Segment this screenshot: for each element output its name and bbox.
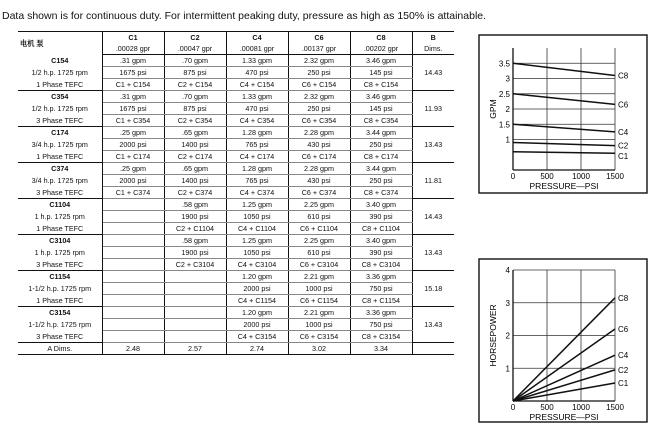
combo-cell: C6 + C1154 (288, 295, 350, 307)
combo-cell: C8 + C1154 (350, 295, 412, 307)
series-label: C8 (618, 293, 629, 303)
table-row (18, 283, 454, 295)
gpm-cell: .31 gpm (102, 91, 164, 103)
x-tick-label: 1500 (606, 172, 624, 181)
series-line-c2 (513, 143, 615, 146)
y-axis-label: HORSEPOWER (488, 304, 498, 367)
table-row (18, 235, 454, 247)
combo-cell (102, 259, 164, 271)
y-tick-label: 4 (505, 266, 510, 275)
y-tick-label: 2.5 (498, 89, 510, 99)
table-row (18, 331, 454, 343)
col-header: C8 (350, 32, 412, 44)
chart-frame (479, 259, 647, 422)
gpm-cell: .70 gpm (164, 91, 226, 103)
gpm-cell: 3.36 gpm (350, 307, 412, 319)
y-tick-label: 1 (505, 135, 510, 145)
model-motor: 3/4 h.p. 1725 rpm (18, 139, 102, 151)
psi-cell: 2000 psi (102, 139, 164, 151)
table-row (18, 223, 454, 235)
table-row (18, 259, 454, 271)
series-label: C4 (618, 127, 629, 137)
psi-cell: 750 psi (350, 283, 412, 295)
series-label: C4 (618, 351, 629, 361)
combo-cell (102, 295, 164, 307)
table-row (18, 55, 454, 67)
gpm-cell (102, 199, 164, 211)
gpm-cell: .58 gpm (164, 199, 226, 211)
combo-cell: C4 + C154 (226, 79, 288, 91)
psi-cell: 430 psi (288, 139, 350, 151)
model-phase: 1 Phase TEFC (18, 223, 102, 235)
y-tick-label: 2 (505, 105, 510, 114)
table-row (18, 295, 454, 307)
model-motor: 1 h.p. 1725 rpm (18, 247, 102, 259)
gpm-cell (102, 307, 164, 319)
series-line-c4 (513, 355, 615, 401)
duty-note: Data shown is for continuous duty. For intermittent peaking duty, pressure as high as 150% is attainable. (2, 10, 487, 22)
model-phase: 1 Phase TEFC (18, 295, 102, 307)
model-motor: 3/4 h.p. 1725 rpm (18, 175, 102, 187)
combo-cell: C8 + C154 (350, 79, 412, 91)
psi-cell: 1400 psi (164, 139, 226, 151)
gpm-cell: 2.32 gpm (288, 55, 350, 67)
combo-cell: C1 + C354 (102, 115, 164, 127)
series-line-c1 (513, 152, 615, 154)
a-dim-cell: 2.57 (164, 343, 226, 355)
table-row (18, 307, 454, 319)
combo-cell (164, 331, 226, 343)
a-dim-cell (412, 343, 454, 355)
psi-cell: 875 psi (164, 103, 226, 115)
model-motor: 1 h.p. 1725 rpm (18, 211, 102, 223)
horsepower-chart (478, 258, 648, 423)
psi-cell: 250 psi (288, 67, 350, 79)
combo-cell: C8 + C3154 (350, 331, 412, 343)
x-axis-label: PRESSURE—PSI (529, 412, 599, 422)
table-row (18, 127, 454, 139)
psi-cell: 2000 psi (102, 175, 164, 187)
b-dim-cell: 13.43 (412, 235, 454, 271)
model-model: C374 (18, 163, 102, 175)
gpm-cell: .25 gpm (102, 163, 164, 175)
gpm-cell: 1.20 gpm (226, 307, 288, 319)
x-tick-label: 0 (510, 403, 516, 412)
a-dims-label: A Dims. (18, 343, 102, 355)
gpm-cell: 2.21 gpm (288, 307, 350, 319)
psi-cell: 470 psi (226, 103, 288, 115)
psi-cell: 875 psi (164, 67, 226, 79)
col-subheader: .00028 gpr (102, 43, 164, 55)
gpm-cell: 3.44 gpm (350, 127, 412, 139)
combo-cell: C4 + C3104 (226, 259, 288, 271)
gpm-cell: 1.25 gpm (226, 235, 288, 247)
table-row (18, 247, 454, 259)
series-line-c8 (513, 63, 615, 75)
combo-cell: C8 + C3104 (350, 259, 412, 271)
model-phase: 1 Phase TEFC (18, 151, 102, 163)
psi-cell (102, 319, 164, 331)
psi-cell: 1900 psi (164, 211, 226, 223)
combo-cell: C8 + C374 (350, 187, 412, 199)
combo-cell: C4 + C174 (226, 151, 288, 163)
col-subheader: .00047 gpr (164, 43, 226, 55)
psi-cell: 250 psi (350, 175, 412, 187)
psi-cell: 2000 psi (226, 283, 288, 295)
gpm-cell: 1.33 gpm (226, 55, 288, 67)
gpm-cell: .65 gpm (164, 127, 226, 139)
table-row (18, 139, 454, 151)
y-tick-label: 3 (505, 74, 510, 84)
y-tick-label: 3 (505, 298, 510, 308)
combo-cell: C4 + C1154 (226, 295, 288, 307)
combo-cell: C2 + C374 (164, 187, 226, 199)
combo-cell: C2 + C154 (164, 79, 226, 91)
x-tick-label: 500 (540, 172, 554, 181)
combo-cell: C8 + C1104 (350, 223, 412, 235)
psi-cell: 765 psi (226, 139, 288, 151)
gpm-cell (102, 271, 164, 283)
table-row (18, 115, 454, 127)
x-tick-label: 1000 (572, 403, 590, 412)
b-dim-cell: 11.81 (412, 163, 454, 199)
model-motor: 1-1/2 h.p. 1725 rpm (18, 283, 102, 295)
psi-cell: 2000 psi (226, 319, 288, 331)
x-tick-label: 500 (540, 403, 554, 412)
x-tick-label: 1000 (572, 172, 590, 181)
col-header: C4 (226, 32, 288, 44)
gpm-cell: .65 gpm (164, 163, 226, 175)
col-subheader: .00081 gpr (226, 43, 288, 55)
model-motor: 1-1/2 h.p. 1725 rpm (18, 319, 102, 331)
gpm-cell: 3.44 gpm (350, 163, 412, 175)
model-motor: 1/2 h.p. 1725 rpm (18, 67, 102, 79)
gpm-cell: 3.36 gpm (350, 271, 412, 283)
psi-cell (164, 283, 226, 295)
psi-cell (102, 247, 164, 259)
col-subheader: .00202 gpr (350, 43, 412, 55)
gpm-cell (102, 235, 164, 247)
gpm-chart (478, 34, 648, 194)
psi-cell: 250 psi (288, 103, 350, 115)
col-header: C6 (288, 32, 350, 44)
combo-cell: C6 + C154 (288, 79, 350, 91)
series-label: C1 (618, 378, 629, 388)
combo-cell (102, 331, 164, 343)
model-phase: 3 Phase TEFC (18, 187, 102, 199)
combo-cell: C2 + C354 (164, 115, 226, 127)
psi-cell: 470 psi (226, 67, 288, 79)
gpm-cell: .25 gpm (102, 127, 164, 139)
psi-cell: 765 psi (226, 175, 288, 187)
b-dim-cell: 13.43 (412, 127, 454, 163)
b-dim-cell: 11.93 (412, 91, 454, 127)
series-line-c4 (513, 124, 615, 132)
col-subheader: Dims. (412, 43, 454, 55)
psi-cell: 1400 psi (164, 175, 226, 187)
combo-cell: C4 + C354 (226, 115, 288, 127)
combo-cell: C2 + C174 (164, 151, 226, 163)
a-dim-cell: 3.02 (288, 343, 350, 355)
combo-cell: C2 + C1104 (164, 223, 226, 235)
gpm-cell: 1.28 gpm (226, 163, 288, 175)
series-label: C1 (618, 152, 629, 162)
b-dim-cell: 13.43 (412, 307, 454, 343)
combo-cell: C8 + C174 (350, 151, 412, 163)
psi-cell: 610 psi (288, 247, 350, 259)
gpm-cell: 2.32 gpm (288, 91, 350, 103)
psi-cell: 750 psi (350, 319, 412, 331)
combo-cell: C6 + C174 (288, 151, 350, 163)
x-tick-label: 0 (510, 172, 516, 181)
combo-cell (102, 223, 164, 235)
model-phase: 3 Phase TEFC (18, 331, 102, 343)
col-header: B (412, 32, 454, 44)
psi-cell: 390 psi (350, 247, 412, 259)
corner-label: 电机 泵 (18, 32, 102, 55)
combo-cell: C4 + C3154 (226, 331, 288, 343)
combo-cell: C6 + C3154 (288, 331, 350, 343)
col-header: C1 (102, 32, 164, 44)
psi-cell: 1050 psi (226, 247, 288, 259)
gpm-cell (164, 307, 226, 319)
gpm-cell: 3.40 gpm (350, 199, 412, 211)
combo-cell: C2 + C3104 (164, 259, 226, 271)
gpm-cell: .31 gpm (102, 55, 164, 67)
model-phase: 3 Phase TEFC (18, 115, 102, 127)
b-dim-cell: 15.18 (412, 271, 454, 307)
a-dim-cell: 2.74 (226, 343, 288, 355)
psi-cell: 610 psi (288, 211, 350, 223)
y-tick-label: 3.5 (498, 59, 510, 69)
combo-cell: C4 + C1104 (226, 223, 288, 235)
psi-cell (164, 319, 226, 331)
combo-cell (164, 295, 226, 307)
table-row (18, 211, 454, 223)
gpm-cell: 3.40 gpm (350, 235, 412, 247)
psi-cell: 1000 psi (288, 283, 350, 295)
psi-cell (102, 211, 164, 223)
combo-cell: C1 + C174 (102, 151, 164, 163)
gpm-cell: 1.33 gpm (226, 91, 288, 103)
col-subheader: .00137 gpr (288, 43, 350, 55)
series-line-c6 (513, 94, 615, 105)
y-tick-label: 1 (505, 364, 510, 374)
model-model: C3154 (18, 307, 102, 319)
gpm-cell (164, 271, 226, 283)
model-model: C1104 (18, 199, 102, 211)
gpm-cell: 3.46 gpm (350, 91, 412, 103)
combo-cell: C6 + C1104 (288, 223, 350, 235)
table-row (18, 271, 454, 283)
series-label: C6 (618, 100, 629, 110)
psi-cell: 1675 psi (102, 67, 164, 79)
gpm-cell: 2.25 gpm (288, 235, 350, 247)
combo-cell: C1 + C374 (102, 187, 164, 199)
series-line-c6 (513, 329, 615, 401)
model-model: C174 (18, 127, 102, 139)
gpm-cell: 1.20 gpm (226, 271, 288, 283)
psi-cell: 1050 psi (226, 211, 288, 223)
psi-cell: 430 psi (288, 175, 350, 187)
a-dim-cell: 3.34 (350, 343, 412, 355)
series-label: C6 (618, 324, 629, 334)
model-phase: 3 Phase TEFC (18, 259, 102, 271)
table-row (18, 187, 454, 199)
gpm-cell: 2.21 gpm (288, 271, 350, 283)
table-row (18, 67, 454, 79)
gpm-cell: 2.28 gpm (288, 127, 350, 139)
psi-cell: 390 psi (350, 211, 412, 223)
psi-cell: 145 psi (350, 67, 412, 79)
x-tick-label: 1500 (606, 403, 624, 412)
header-row (18, 32, 454, 44)
combo-cell: C4 + C374 (226, 187, 288, 199)
table-row (18, 91, 454, 103)
col-header: C2 (164, 32, 226, 44)
spec-table (18, 31, 454, 355)
model-model: C1154 (18, 271, 102, 283)
table-row (18, 319, 454, 331)
table-row (18, 79, 454, 91)
gpm-cell: 2.25 gpm (288, 199, 350, 211)
y-axis-label: GPM (488, 99, 498, 119)
model-phase: 1 Phase TEFC (18, 79, 102, 91)
combo-cell: C6 + C374 (288, 187, 350, 199)
a-dim-cell: 2.48 (102, 343, 164, 355)
model-model: C3104 (18, 235, 102, 247)
combo-cell: C6 + C354 (288, 115, 350, 127)
psi-cell: 1900 psi (164, 247, 226, 259)
gpm-cell: 3.46 gpm (350, 55, 412, 67)
table-row (18, 175, 454, 187)
psi-cell (102, 283, 164, 295)
a-dims-row (18, 343, 454, 355)
model-motor: 1/2 h.p. 1725 rpm (18, 103, 102, 115)
b-dim-cell: 14.43 (412, 55, 454, 91)
gpm-cell: .70 gpm (164, 55, 226, 67)
psi-cell: 250 psi (350, 139, 412, 151)
gpm-cell: 1.25 gpm (226, 199, 288, 211)
b-dim-cell: 14.43 (412, 199, 454, 235)
gpm-cell: .58 gpm (164, 235, 226, 247)
combo-cell: C6 + C3104 (288, 259, 350, 271)
combo-cell: C8 + C354 (350, 115, 412, 127)
table-row (18, 163, 454, 175)
table-row (18, 199, 454, 211)
table-row (18, 103, 454, 115)
x-axis-label: PRESSURE—PSI (529, 181, 599, 191)
table-row (18, 151, 454, 163)
psi-cell: 1000 psi (288, 319, 350, 331)
combo-cell: C1 + C154 (102, 79, 164, 91)
psi-cell: 1675 psi (102, 103, 164, 115)
series-label: C8 (618, 71, 629, 81)
model-model: C154 (18, 55, 102, 67)
model-model: C354 (18, 91, 102, 103)
gpm-cell: 1.28 gpm (226, 127, 288, 139)
gpm-cell: 2.28 gpm (288, 163, 350, 175)
series-label: C2 (618, 141, 629, 151)
y-tick-label: 2 (505, 331, 510, 341)
y-tick-label: 1.5 (498, 120, 510, 130)
psi-cell: 145 psi (350, 103, 412, 115)
series-label: C2 (618, 365, 629, 375)
